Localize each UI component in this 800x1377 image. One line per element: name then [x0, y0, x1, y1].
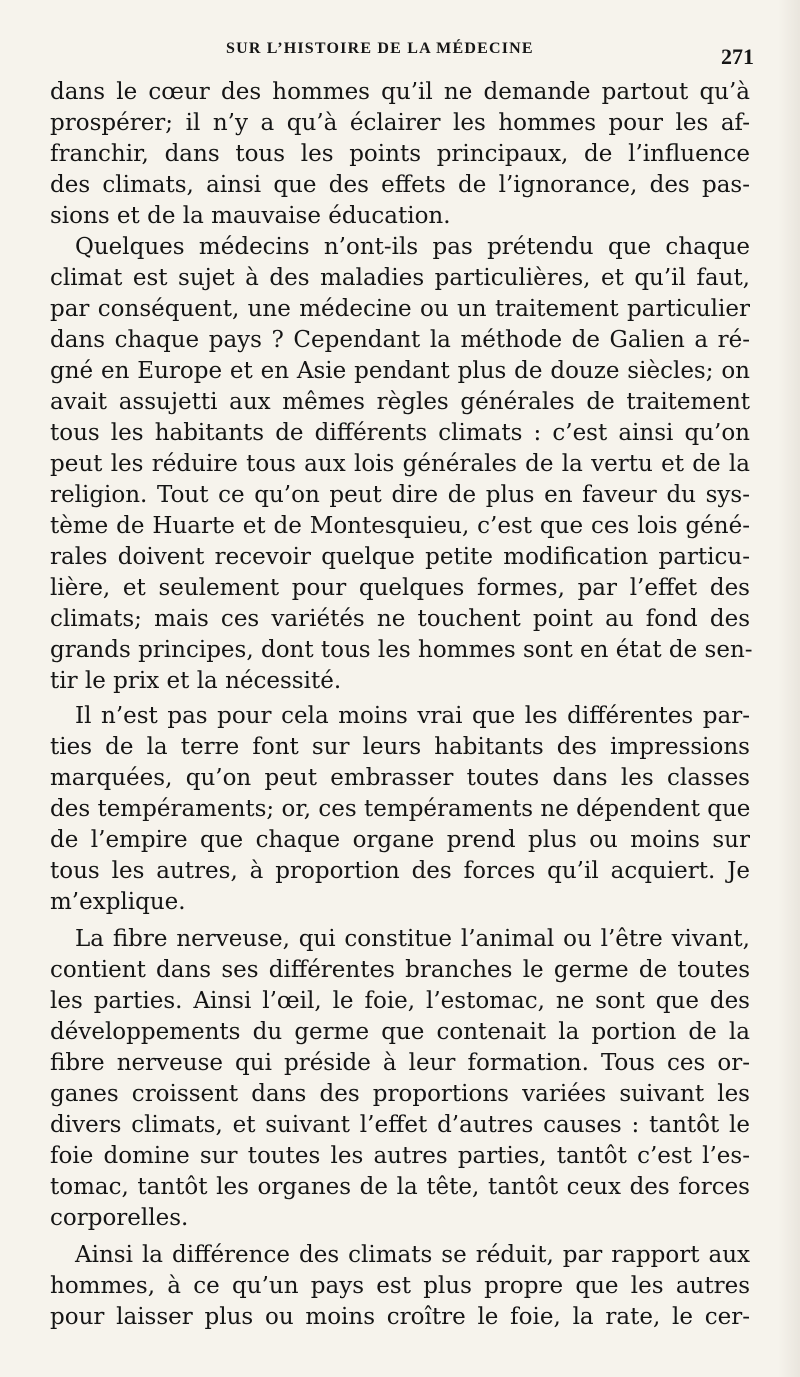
- paragraph-first-line: Quelques médecins n’ont-ils pas prétendu que chaque: [75, 234, 750, 260]
- text-line: gné en Europe et en Asie pendant plus de douze siècles; on: [50, 358, 750, 384]
- text-line: contient dans ses différentes branches le germe de toutes: [50, 957, 750, 983]
- text-line: des tempéraments; or, ces tempéraments ne dépendent que: [50, 796, 751, 822]
- text-line: lière, et seulement pour quelques formes, par l’effet des: [50, 575, 750, 601]
- text-line: climats; mais ces variétés ne touchent point au fond des: [50, 606, 750, 632]
- running-title: SUR L’HISTOIRE DE LA MÉDECINE: [226, 40, 534, 57]
- paragraph-first-line: Il n’est pas pour cela moins vrai que les différentes par-: [75, 703, 750, 729]
- page-number: 271: [721, 44, 754, 69]
- text-line: foie domine sur toutes les autres parties, tantôt c’est l’es-: [50, 1143, 750, 1169]
- text-line: tir le prix et la nécessité.: [50, 668, 342, 694]
- text-line: peut les réduire tous aux lois générales de la vertu et de la: [50, 451, 750, 477]
- text-line: sions et de la mauvaise éducation.: [50, 203, 451, 229]
- text-line: hommes, à ce qu’un pays est plus propre que les autres: [50, 1273, 750, 1299]
- text-line: fibre nerveuse qui préside à leur formation. Tous ces or-: [50, 1050, 750, 1076]
- text-line: grands principes, dont tous les hommes sont en état de sen-: [50, 637, 753, 663]
- text-line: par conséquent, une médecine ou un traitement particulier: [50, 296, 750, 322]
- paragraph-first-line: Ainsi la différence des climats se réduit, par rapport aux: [75, 1242, 750, 1268]
- text-line: rales doivent recevoir quelque petite modification particu-: [50, 544, 750, 570]
- text-line: de l’empire que chaque organe prend plus ou moins sur: [50, 827, 750, 853]
- text-line: avait assujetti aux mêmes règles générales de traitement: [50, 389, 750, 415]
- text-line: corporelles.: [50, 1205, 189, 1231]
- text-line: ganes croissent dans des proportions variées suivant les: [50, 1081, 750, 1107]
- text-line: religion. Tout ce qu’on peut dire de plus en faveur du sys-: [50, 482, 750, 508]
- text-line: tous les autres, à proportion des forces qu’il acquiert. Je: [50, 858, 750, 884]
- text-line: prospérer; il n’y a qu’à éclairer les hommes pour les af-: [50, 110, 750, 136]
- text-line: divers climats, et suivant l’effet d’autres causes : tantôt le: [50, 1112, 750, 1138]
- text-line: tomac, tantôt les organes de la tête, tantôt ceux des forces: [50, 1174, 750, 1200]
- text-line: des climats, ainsi que des effets de l’ignorance, des pas-: [50, 172, 750, 198]
- page-edge-shadow: [778, 0, 800, 1377]
- text-line: ties de la terre font sur leurs habitants des impressions: [50, 734, 750, 760]
- text-line: tous les habitants de différents climats : c’est ainsi qu’on: [50, 420, 750, 446]
- text-line: tème de Huarte et de Montesquieu, c’est que ces lois géné-: [50, 513, 750, 539]
- text-line: dans chaque pays ? Cependant la méthode de Galien a ré-: [50, 327, 750, 353]
- paragraph-first-line: La fibre nerveuse, qui constitue l’animal ou l’être vivant,: [75, 926, 750, 952]
- text-line: les parties. Ainsi l’œil, le foie, l’estomac, ne sont que des: [50, 988, 750, 1014]
- text-line: développements du germe que contenait la portion de la: [50, 1019, 750, 1045]
- text-line: m’explique.: [50, 889, 186, 915]
- text-line: dans le cœur des hommes qu’il ne demande partout qu’à: [50, 79, 750, 105]
- text-line: marquées, qu’on peut embrasser toutes dans les classes: [50, 765, 750, 791]
- text-line: franchir, dans tous les points principaux, de l’influence: [50, 141, 750, 167]
- text-line: pour laisser plus ou moins croître le foie, la rate, le cer-: [50, 1304, 750, 1330]
- text-line: climat est sujet à des maladies particulières, et qu’il faut,: [50, 265, 750, 291]
